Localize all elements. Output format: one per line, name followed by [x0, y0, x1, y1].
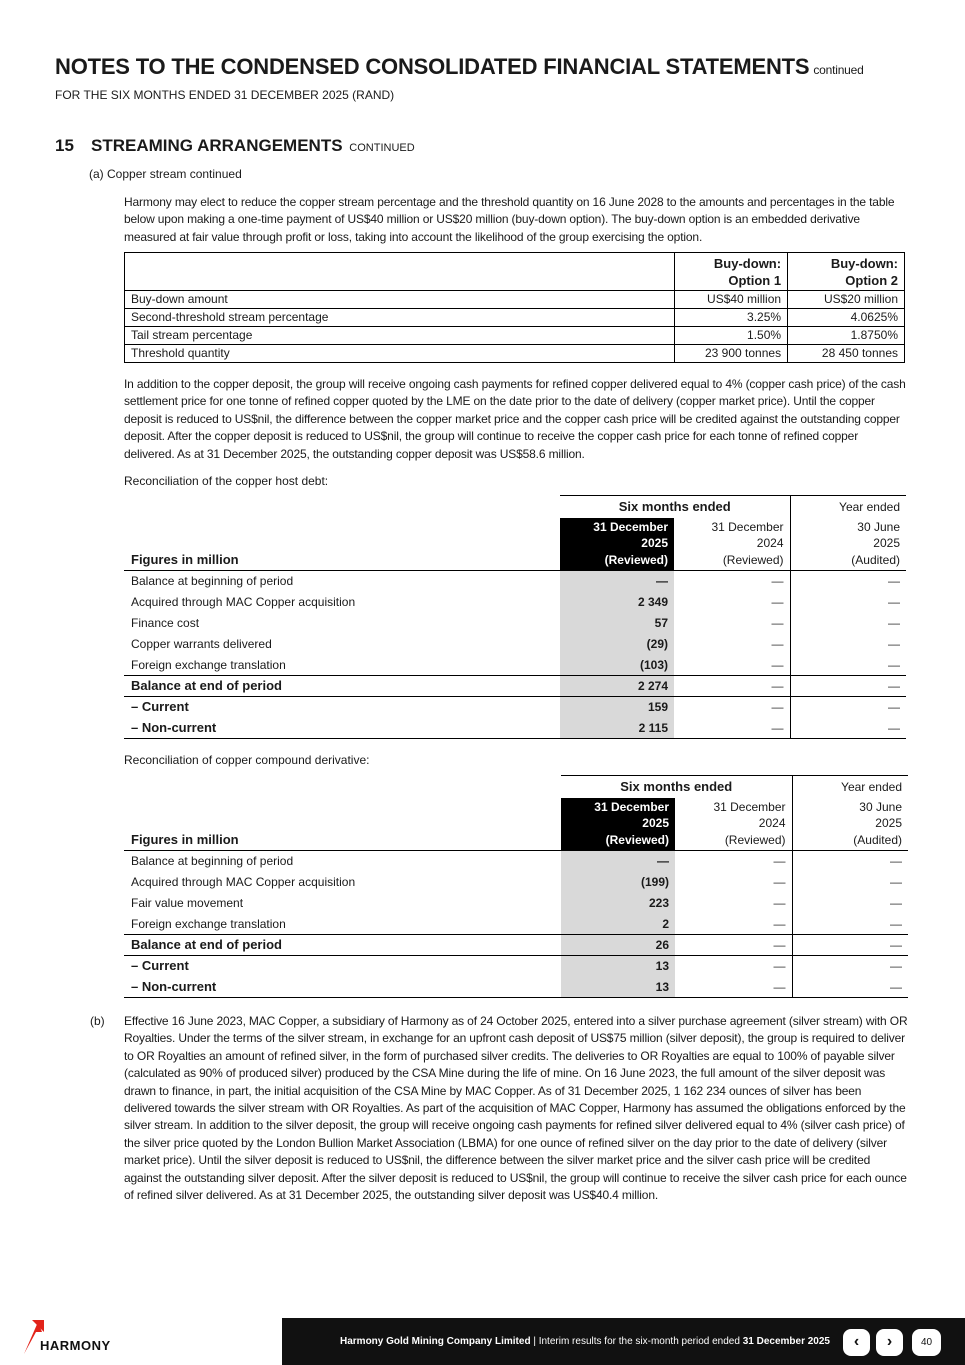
table-row: Copper warrants delivered (29) — — [124, 634, 906, 655]
item-b-marker: (b) [90, 1014, 105, 1028]
recon2-year-ended-header: Year ended [792, 776, 908, 798]
footer-company: Harmony Gold Mining Company Limited [340, 1336, 531, 1347]
cell-option2: 4.0625% [788, 309, 905, 327]
table-row: – Current 159 — — [124, 697, 906, 718]
footer-bar [282, 1318, 965, 1365]
table-row: Fair value movement 223 — — [124, 893, 908, 914]
table-row: – Non-current 13 — — [124, 977, 908, 998]
buydown-header-row [125, 253, 905, 291]
chevron-right-icon: › [886, 1333, 893, 1350]
cell-option1: 1.50% [675, 327, 788, 345]
recon1-label: Reconciliation of the copper host debt: [124, 474, 329, 488]
recon2-six-months-header: Six months ended [561, 776, 792, 798]
col-prior-header: 31 December 2024 (Reviewed) [675, 798, 792, 851]
table-row [125, 327, 905, 345]
table-row: – Non-current 2 115 — — [124, 718, 906, 739]
footer-text: Harmony Gold Mining Company Limited | Interim results for the six-month period ended 31 December 2025 [340, 1336, 830, 1347]
table-row: Finance cost 57 — — [124, 613, 906, 634]
cell-option2: 1.8750% [788, 327, 905, 345]
table-row: Acquired through MAC Copper acquisition (199) — — [124, 872, 908, 893]
recon2-header-row [124, 798, 908, 851]
section-title: STREAMING ARRANGEMENTS [91, 136, 343, 155]
col-current-header: 31 December 2025 (Reviewed) [560, 518, 674, 571]
recon2-group-row [124, 776, 908, 798]
col-year-header: 30 June 2025 (Audited) [790, 518, 906, 571]
page-subtitle: FOR THE SIX MONTHS ENDED 31 DECEMBER 2025 (RAND) [55, 88, 395, 102]
cell-option1: US$40 million [675, 291, 788, 309]
cell-option2: 28 450 tonnes [788, 345, 905, 363]
figures-header: Figures in million [124, 798, 561, 851]
col-year-header: 30 June 2025 (Audited) [792, 798, 908, 851]
paragraph-copper-cash: In addition to the copper deposit, the group will receive ongoing cash payments for refined copper delivered equal to 4% (copper cash price) of the cash settlement price for one tonne of refined copper quoted by the LME on the date prior to the date of delivery (copper market price). Until the copper deposit is reduced to US$nil, the difference between the copper market price and the copper cash price will be credited against the outstanding copper deposit. After the copper deposit is reduced to US$nil, the group will continue to receive the copper cash price for each tonne of refined copper delivered. As at 31 December 2025, the outstanding copper deposit was US$58.6 million. [124, 377, 906, 461]
recon1-table-wrap [124, 495, 906, 739]
figures-header: Figures in million [124, 518, 560, 571]
section-number: 15 [55, 136, 74, 155]
col-current-header: 31 December 2025 (Reviewed) [561, 798, 675, 851]
buydown-header-option1: Buy-down: Option 1 [675, 253, 788, 291]
table-row: – Current 13 — — [124, 956, 908, 977]
recon1-table [124, 495, 906, 739]
footer-report: Interim results for the six-month period ended [538, 1336, 743, 1347]
blank-cell [124, 496, 560, 518]
buydown-header-blank [125, 253, 675, 291]
recon1-group-row [124, 496, 906, 518]
table-row-total: Balance at end of period 2 274 — — [124, 676, 906, 697]
page-number: 40 [912, 1329, 941, 1356]
table-row-total: Balance at end of period 26 — — [124, 935, 908, 956]
previous-page-button[interactable] [843, 1329, 870, 1356]
subsection-a: (a) Copper stream continued [89, 167, 242, 181]
col-prior-header: 31 December 2024 (Reviewed) [674, 518, 790, 571]
recon2-label: Reconciliation of copper compound derivative: [124, 753, 370, 767]
row-label: Buy-down amount [125, 291, 675, 309]
table-row: Foreign exchange translation 2 — — [124, 914, 908, 935]
table-row: Balance at beginning of period — — — [124, 851, 908, 872]
table-row [125, 291, 905, 309]
footer-period: 31 December 2025 [742, 1336, 830, 1347]
paragraph-buydown: Harmony may elect to reduce the copper stream percentage and the threshold quantity on 16 June 2028 to the amounts and percentages in the table below upon making a one-time payment of US$40 million or US$20 million (buy-down option). The buy-down option is an embedded derivative measured at fair value through profit or loss, taking into account the likelihood of the group exercising the option. [124, 195, 895, 244]
recon1-year-ended-header: Year ended [790, 496, 906, 518]
row-label: Tail stream percentage [125, 327, 675, 345]
row-label: Second-threshold stream percentage [125, 309, 675, 327]
page-title: NOTES TO THE CONDENSED CONSOLIDATED FINANCIAL STATEMENTS continued [55, 54, 864, 79]
recon1-six-months-header: Six months ended [560, 496, 790, 518]
harmony-logo [22, 1318, 162, 1358]
buydown-table [124, 252, 905, 363]
table-row [125, 345, 905, 363]
recon2-table [124, 775, 908, 998]
chevron-left-icon: ‹ [853, 1333, 860, 1350]
paragraph-silver-stream: Effective 16 June 2023, MAC Copper, a subsidiary of Harmony as of 24 October 2025, entered into a silver purchase agreement (silver stream) with OR Royalties. Under the terms of the silver stream, in exchange for an upfront cash deposit of US$75 million (silver deposit), the group is required to deliver to OR Royalties an amount of refined silver, in the form of purchased silver credits. The deliveries to OR Royalties are equal to 100% of payable silver (calculated as 90% of produced silver) produced by the CSA Mine during the life of mine. On 16 June 2023, the full amount of the silver deposit was drawn to finance, in part, the initial acquisition of the CSA Mine by MAC Copper. As of 31 December 2025, 1 162 234 ounces of silver has been delivered towards the silver stream with OR Royalties. As part of the acquisition of MAC Copper, Harmony has assumed the obligations enforced by the silver stream. In addition to the silver deposit, the group will receive ongoing cash payments for refined silver delivered equal to 4% (silver cash price) of the silver price quoted by the London Bullion Market Association (LBMA) for one ounce of refined silver on the day prior to the date of delivery (silver market price). Until the silver deposit is reduced to US$nil, the difference between the silver market price and the silver cash price will be credited against the outstanding silver deposit. After the silver deposit is reduced to US$nil, the group will continue to receive the silver cash price for each ounce of refined silver delivered. As at 31 December 2025, the outstanding silver deposit was US$40.4 million. [124, 1014, 908, 1203]
table-row: Acquired through MAC Copper acquisition 2 349 — — [124, 592, 906, 613]
recon2-table-wrap [124, 775, 908, 998]
table-row: Foreign exchange translation (103) — — [124, 655, 906, 676]
logo-text: HARMONY [40, 1338, 111, 1353]
table-row: Balance at beginning of period — — — [124, 571, 906, 592]
blank-cell [124, 776, 561, 798]
row-label: Threshold quantity [125, 345, 675, 363]
section-heading [55, 136, 415, 156]
cell-option1: 23 900 tonnes [675, 345, 788, 363]
recon1-header-row [124, 518, 906, 571]
table-row [125, 309, 905, 327]
cell-option2: US$20 million [788, 291, 905, 309]
title-suffix: continued [813, 63, 864, 77]
cell-option1: 3.25% [675, 309, 788, 327]
section-suffix: CONTINUED [349, 142, 415, 154]
buydown-header-option2: Buy-down: Option 2 [788, 253, 905, 291]
next-page-button[interactable] [876, 1329, 903, 1356]
